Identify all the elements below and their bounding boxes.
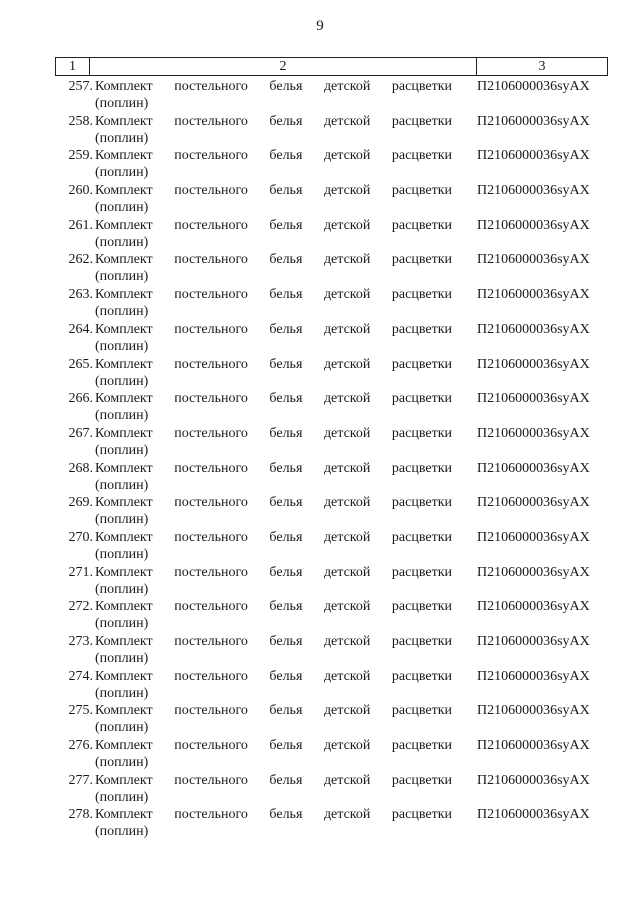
- table-row: [55, 147, 608, 182]
- table-row: [55, 113, 608, 148]
- description-line-2: (поплин): [95, 755, 149, 771]
- description-line-1: [95, 356, 452, 373]
- description-word: белья: [269, 634, 303, 649]
- item-description: [95, 425, 452, 459]
- description-word: постельного: [174, 321, 248, 337]
- item-description: [95, 737, 452, 771]
- column-header-2: 2: [90, 58, 477, 75]
- item-code: П2106000036syAX: [477, 321, 590, 337]
- description-line-2: (поплин): [95, 234, 149, 250]
- item-code: П2106000036syAX: [477, 599, 590, 615]
- description-word: белья: [269, 113, 303, 129]
- description-word: Комплект: [95, 460, 153, 476]
- table-row: [55, 529, 608, 564]
- item-description: [95, 217, 452, 251]
- description-word: белья: [269, 148, 303, 164]
- description-line-1: [95, 633, 452, 650]
- row-number: 278.: [68, 807, 93, 823]
- description-word: расцветки: [391, 668, 452, 684]
- table-row: [55, 702, 608, 737]
- item-code: П2106000036syAX: [477, 148, 590, 164]
- description-word: детской: [323, 79, 371, 94]
- description-line-2: (поплин): [95, 442, 149, 458]
- description-line-2: (поплин): [95, 651, 149, 666]
- item-description: [95, 668, 452, 702]
- description-line-1: [95, 702, 452, 719]
- description-line-1: [95, 321, 452, 338]
- description-word: детской: [323, 183, 371, 199]
- description-line-2: (поплин): [95, 373, 149, 389]
- row-number: 265.: [68, 356, 93, 372]
- description-word: Комплект: [95, 217, 153, 233]
- table-row: [55, 460, 608, 495]
- description-word: постельного: [174, 356, 248, 372]
- row-number: 269.: [68, 495, 93, 511]
- table-row: [55, 598, 608, 633]
- description-word: расцветки: [391, 529, 452, 545]
- item-code: П2106000036syAX: [477, 703, 590, 719]
- row-number: 263.: [68, 287, 93, 303]
- description-word: постельного: [174, 529, 248, 545]
- item-description: [95, 390, 452, 424]
- description-line-1: [95, 182, 452, 199]
- table-row: [55, 356, 608, 391]
- description-word: белья: [269, 772, 303, 788]
- description-word: детской: [323, 287, 371, 303]
- description-line-1: [95, 460, 452, 477]
- description-word: расцветки: [391, 252, 452, 268]
- item-code: П2106000036syAX: [477, 183, 590, 199]
- description-word: расцветки: [391, 356, 452, 372]
- item-code: П2106000036syAX: [477, 113, 590, 129]
- description-line-1: [95, 147, 452, 164]
- description-line-2: (поплин): [95, 338, 149, 354]
- description-word: детской: [323, 529, 371, 545]
- description-line-2: (поплин): [95, 720, 149, 736]
- table-row: [55, 78, 608, 113]
- item-description: [95, 772, 452, 806]
- description-word: постельного: [174, 252, 248, 268]
- description-word: расцветки: [391, 460, 452, 476]
- table-header-row: [55, 57, 608, 76]
- item-description: [95, 321, 452, 355]
- item-code: П2106000036syAX: [477, 287, 590, 303]
- description-word: Комплект: [95, 634, 153, 649]
- description-line-1: [95, 737, 452, 754]
- description-line-2: (поплин): [95, 130, 149, 146]
- description-word: постельного: [174, 807, 248, 823]
- description-line-1: [95, 113, 452, 130]
- description-word: детской: [323, 564, 371, 580]
- item-description: [95, 633, 452, 667]
- item-description: [95, 702, 452, 736]
- table-row: [55, 286, 608, 321]
- item-description: [95, 494, 452, 528]
- description-word: белья: [269, 252, 303, 268]
- description-word: белья: [269, 668, 303, 684]
- description-line-1: [95, 806, 452, 823]
- row-number: 267.: [68, 425, 93, 441]
- row-number: 268.: [68, 460, 93, 476]
- column-header-1: 1: [56, 58, 90, 75]
- description-line-1: [95, 529, 452, 546]
- row-number: 272.: [68, 599, 93, 615]
- description-line-1: [95, 390, 452, 407]
- item-description: [95, 147, 452, 181]
- description-word: белья: [269, 495, 303, 511]
- description-word: расцветки: [391, 738, 452, 754]
- description-word: Комплект: [95, 807, 153, 823]
- description-word: белья: [269, 460, 303, 476]
- description-word: детской: [323, 217, 371, 233]
- description-word: расцветки: [391, 599, 452, 615]
- item-code: П2106000036syAX: [477, 807, 590, 823]
- description-word: Комплект: [95, 738, 153, 754]
- table-row: [55, 321, 608, 356]
- description-word: постельного: [174, 668, 248, 684]
- description-word: детской: [323, 807, 371, 823]
- description-line-2: (поплин): [95, 616, 149, 632]
- description-word: белья: [269, 287, 303, 303]
- item-code: П2106000036syAX: [477, 356, 590, 372]
- item-code: П2106000036syAX: [477, 252, 590, 268]
- description-word: белья: [269, 425, 303, 441]
- table-row: [55, 668, 608, 703]
- description-line-1: [95, 251, 452, 268]
- item-code: П2106000036syAX: [477, 79, 590, 94]
- description-word: Комплект: [95, 599, 153, 615]
- description-word: Комплект: [95, 148, 153, 164]
- description-word: расцветки: [391, 807, 452, 823]
- description-word: детской: [323, 634, 371, 649]
- description-word: Комплект: [95, 113, 153, 129]
- description-word: детской: [323, 113, 371, 129]
- table-row: [55, 182, 608, 217]
- item-code: П2106000036syAX: [477, 668, 590, 684]
- description-word: белья: [269, 599, 303, 615]
- description-line-2: (поплин): [95, 824, 149, 840]
- description-line-1: [95, 494, 452, 511]
- description-line-1: [95, 217, 452, 234]
- description-word: расцветки: [391, 287, 452, 303]
- description-word: постельного: [174, 183, 248, 199]
- item-code: П2106000036syAX: [477, 772, 590, 788]
- description-word: расцветки: [391, 703, 452, 719]
- item-code: П2106000036syAX: [477, 495, 590, 511]
- row-number: 257.: [68, 79, 93, 94]
- row-number: 275.: [68, 703, 93, 719]
- item-code: П2106000036syAX: [477, 391, 590, 407]
- row-number: 270.: [68, 529, 93, 545]
- description-word: Комплект: [95, 356, 153, 372]
- item-code: П2106000036syAX: [477, 634, 590, 649]
- table-row: [55, 633, 608, 668]
- item-description: [95, 356, 452, 390]
- description-word: расцветки: [391, 425, 452, 441]
- item-code: П2106000036syAX: [477, 460, 590, 476]
- row-number: 276.: [68, 738, 93, 754]
- description-word: детской: [323, 668, 371, 684]
- description-word: Комплект: [95, 529, 153, 545]
- item-code: П2106000036syAX: [477, 529, 590, 545]
- description-line-2: (поплин): [95, 200, 149, 216]
- description-word: расцветки: [391, 772, 452, 788]
- description-word: Комплект: [95, 772, 153, 788]
- description-line-1: [95, 78, 452, 95]
- description-word: постельного: [174, 391, 248, 407]
- description-word: Комплект: [95, 79, 153, 94]
- description-word: белья: [269, 79, 303, 94]
- description-line-1: [95, 564, 452, 581]
- description-word: Комплект: [95, 321, 153, 337]
- description-word: постельного: [174, 287, 248, 303]
- description-line-2: (поплин): [95, 165, 149, 181]
- item-description: [95, 598, 452, 632]
- description-word: детской: [323, 460, 371, 476]
- description-word: белья: [269, 321, 303, 337]
- description-word: расцветки: [391, 391, 452, 407]
- description-word: постельного: [174, 564, 248, 580]
- description-word: постельного: [174, 772, 248, 788]
- description-word: белья: [269, 703, 303, 719]
- description-line-2: (поплин): [95, 269, 149, 285]
- description-line-2: (поплин): [95, 546, 149, 562]
- description-line-1: [95, 425, 452, 442]
- row-number: 262.: [68, 252, 93, 268]
- description-word: детской: [323, 495, 371, 511]
- description-word: постельного: [174, 738, 248, 754]
- description-word: белья: [269, 391, 303, 407]
- row-number: 259.: [68, 148, 93, 164]
- item-code: П2106000036syAX: [477, 217, 590, 233]
- row-number: 274.: [68, 668, 93, 684]
- description-word: Комплект: [95, 703, 153, 719]
- description-word: белья: [269, 529, 303, 545]
- description-word: постельного: [174, 113, 248, 129]
- description-line-2: (поплин): [95, 581, 149, 597]
- row-number: 260.: [68, 183, 93, 199]
- row-number: 273.: [68, 634, 93, 649]
- description-word: постельного: [174, 148, 248, 164]
- item-code: П2106000036syAX: [477, 564, 590, 580]
- description-word: расцветки: [391, 113, 452, 129]
- description-word: детской: [323, 772, 371, 788]
- description-word: белья: [269, 183, 303, 199]
- table-row: [55, 564, 608, 599]
- row-number: 261.: [68, 217, 93, 233]
- description-word: Комплект: [95, 495, 153, 511]
- items-table: [55, 57, 608, 841]
- table-row: [55, 737, 608, 772]
- description-word: расцветки: [391, 217, 452, 233]
- item-code: П2106000036syAX: [477, 425, 590, 441]
- description-word: Комплект: [95, 287, 153, 303]
- table-row: [55, 217, 608, 252]
- item-description: [95, 251, 452, 285]
- description-word: детской: [323, 356, 371, 372]
- description-line-2: (поплин): [95, 789, 149, 805]
- page-number: 9: [316, 18, 324, 34]
- row-number: 277.: [68, 772, 93, 788]
- item-description: [95, 529, 452, 563]
- description-word: детской: [323, 391, 371, 407]
- description-word: расцветки: [391, 79, 452, 94]
- table-row: [55, 251, 608, 286]
- description-line-1: [95, 286, 452, 303]
- column-header-3: 3: [538, 59, 546, 74]
- description-word: детской: [323, 738, 371, 754]
- description-word: расцветки: [391, 495, 452, 511]
- description-line-2: (поплин): [95, 477, 149, 493]
- item-description: [95, 113, 452, 147]
- description-word: Комплект: [95, 183, 153, 199]
- item-description: [95, 806, 452, 840]
- description-line-2: (поплин): [95, 685, 149, 701]
- description-word: детской: [323, 252, 371, 268]
- description-word: белья: [269, 217, 303, 233]
- description-word: белья: [269, 564, 303, 580]
- description-word: постельного: [174, 460, 248, 476]
- description-word: Комплект: [95, 252, 153, 268]
- description-word: детской: [323, 321, 371, 337]
- table-row: [55, 390, 608, 425]
- description-word: постельного: [174, 79, 248, 94]
- description-word: белья: [269, 356, 303, 372]
- item-code: П2106000036syAX: [477, 738, 590, 754]
- description-word: Комплект: [95, 564, 153, 580]
- description-word: Комплект: [95, 425, 153, 441]
- description-line-2: (поплин): [95, 96, 149, 111]
- row-number: 271.: [68, 564, 93, 580]
- item-description: [95, 78, 452, 112]
- row-number: 264.: [68, 321, 93, 337]
- description-word: постельного: [174, 703, 248, 719]
- description-line-2: (поплин): [95, 408, 149, 424]
- table-row: [55, 772, 608, 807]
- description-word: постельного: [174, 599, 248, 615]
- item-description: [95, 460, 452, 494]
- description-word: расцветки: [391, 148, 452, 164]
- description-word: постельного: [174, 634, 248, 649]
- table-row: [55, 806, 608, 841]
- description-line-1: [95, 772, 452, 789]
- description-word: расцветки: [391, 634, 452, 649]
- description-word: расцветки: [391, 183, 452, 199]
- description-word: расцветки: [391, 564, 452, 580]
- description-word: детской: [323, 425, 371, 441]
- row-number: 266.: [68, 391, 93, 407]
- description-word: расцветки: [391, 321, 452, 337]
- description-word: детской: [323, 703, 371, 719]
- table-row: [55, 425, 608, 460]
- description-word: детской: [323, 599, 371, 615]
- item-description: [95, 182, 452, 216]
- row-number: 258.: [68, 113, 93, 129]
- table-row: [55, 494, 608, 529]
- description-word: Комплект: [95, 668, 153, 684]
- table-body: [55, 78, 608, 841]
- description-word: постельного: [174, 425, 248, 441]
- description-word: Комплект: [95, 391, 153, 407]
- description-line-2: (поплин): [95, 304, 149, 320]
- description-line-1: [95, 598, 452, 615]
- description-word: постельного: [174, 217, 248, 233]
- description-word: белья: [269, 738, 303, 754]
- description-word: белья: [269, 807, 303, 823]
- description-word: детской: [323, 148, 371, 164]
- description-word: постельного: [174, 495, 248, 511]
- description-line-2: (поплин): [95, 512, 149, 528]
- item-description: [95, 286, 452, 320]
- description-line-1: [95, 668, 452, 685]
- item-description: [95, 564, 452, 598]
